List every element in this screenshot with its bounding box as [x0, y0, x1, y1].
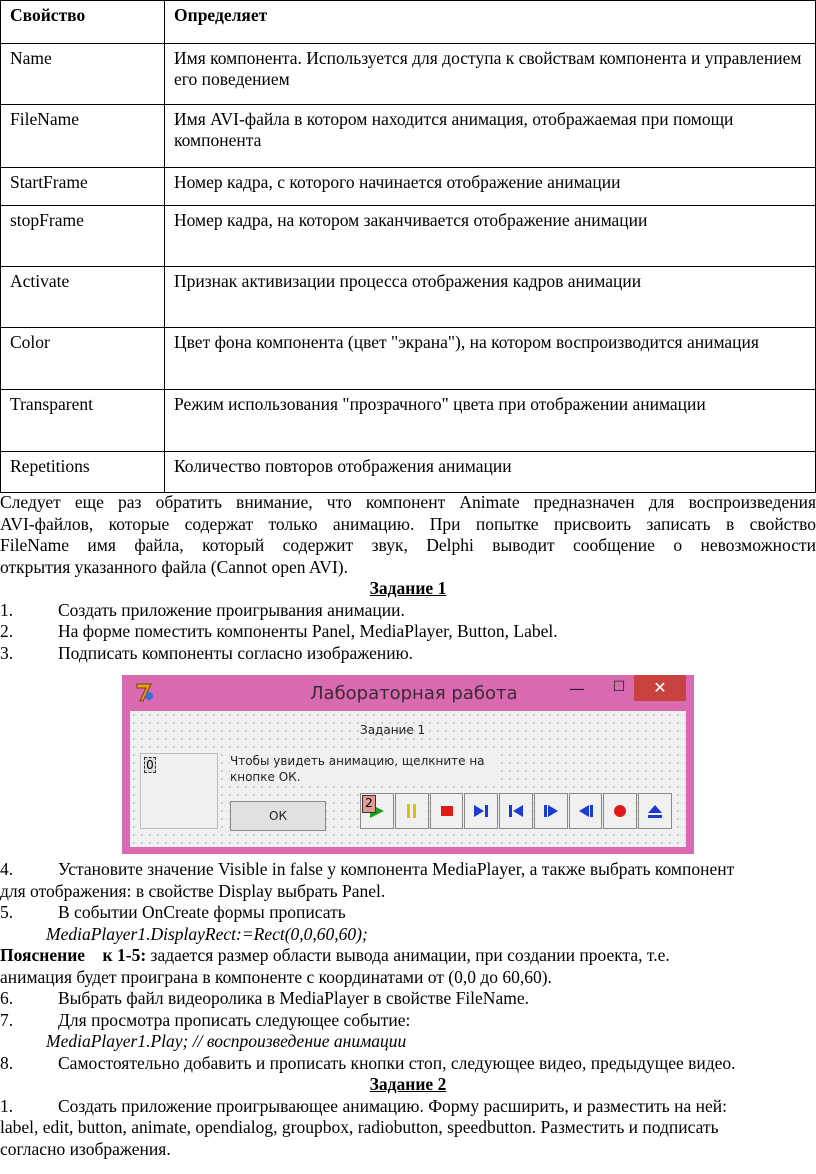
note-text: задается размер области вывода анимации, при создании проекта, т.е. — [146, 945, 670, 965]
window-titlebar — [122, 675, 694, 711]
delphi-app-icon — [135, 681, 155, 703]
property-description: Номер кадра, с которого начинается отображение анимации — [165, 168, 816, 206]
stop-button[interactable] — [430, 793, 464, 829]
step-icon — [541, 802, 561, 820]
record-button[interactable] — [603, 793, 637, 829]
property-description: Режим использования "прозрачного" цвета при отображении анимации — [165, 390, 816, 452]
task2-heading: Задание 2 — [369, 1074, 447, 1094]
list-item — [0, 902, 816, 924]
list-text-continued: label, edit, button, animate, opendialog, groupbox, radiobutton, speedbutton. Разместить и подписать — [0, 1117, 719, 1137]
table-row — [1, 452, 816, 493]
app-window-screenshot — [122, 675, 694, 854]
form-client-area — [130, 711, 686, 847]
list-text: В событии OnCreate формы прописать — [58, 902, 346, 922]
intro-line: Следует еще раз обратить внимание, что компонент Animate предназначен для воспроизведения — [0, 492, 816, 512]
properties-table — [0, 0, 816, 493]
list-text: Подписать компоненты согласно изображению. — [58, 642, 414, 663]
list-text: Создать приложение проигрывания анимации. — [58, 599, 405, 620]
property-description: Номер кадра, на котором заканчивается отображение анимации — [165, 206, 816, 267]
intro-line: AVI-файлов, которые содержат только анимацию. При попытке присвоить записать в свойство — [0, 513, 816, 534]
code-line: MediaPlayer1.DisplayRect:=Rect(0,0,60,60); — [46, 923, 368, 944]
intro-line: FileName имя файла, который содержит звук, Delphi выводит сообщение о невозможности — [0, 535, 816, 555]
table-row — [1, 168, 816, 206]
instruction-label: Чтобы увидеть анимацию, щелкните на кнопке ОК. — [230, 753, 500, 785]
pause-icon — [402, 802, 422, 820]
property-name: StartFrame — [1, 168, 165, 206]
property-name: Repetitions — [1, 452, 165, 493]
list-item — [0, 621, 816, 643]
list-item — [0, 1053, 816, 1075]
list-text: На форме поместить компоненты Panel, MediaPlayer, Button, Label. — [58, 621, 558, 641]
maximize-button[interactable]: ☐ — [612, 679, 626, 695]
note-label: Пояснение к 1-5: — [0, 945, 147, 965]
window-title: Лабораторная работа — [310, 683, 518, 704]
list-text: Самостоятельно добавить и прописать кнопки стоп, следующее видео, предыдущее видео. — [58, 1052, 736, 1073]
prev-button[interactable] — [499, 793, 533, 829]
close-button[interactable]: ✕ — [634, 675, 686, 701]
list-item — [0, 988, 816, 1010]
list-number: 3. — [0, 642, 14, 663]
list-number: 8. — [0, 1052, 14, 1073]
property-name: Activate — [1, 267, 165, 328]
eject-button[interactable] — [638, 793, 672, 829]
list-text: Для просмотра прописать следующее событие: — [58, 1009, 411, 1030]
property-name: Transparent — [1, 390, 165, 452]
list-number: 7. — [0, 1009, 14, 1030]
list-item — [0, 600, 816, 622]
list-number: 1. — [0, 599, 14, 620]
property-description: Признак активизации процесса отображения кадров анимации — [165, 267, 816, 328]
list-text-continued: для отображения: в свойстве Display выбрать Panel. — [0, 880, 386, 901]
property-name: FileName — [1, 105, 165, 168]
property-description: Количество повторов отображения анимации — [165, 452, 816, 493]
prev-icon — [506, 802, 526, 820]
list-number: 4. — [0, 859, 14, 879]
note-continued: анимация будет проиграна в компоненте с координатами от (0,0 до 60,60). — [0, 966, 552, 987]
property-description: Цвет фона компонента (цвет "экрана"), на котором воспроизводится анимация — [165, 328, 816, 390]
media-player — [360, 793, 673, 829]
table-row — [1, 267, 816, 328]
panel-caption: Задание 1 — [360, 723, 426, 737]
ok-button-label: ОК — [269, 809, 287, 823]
table-row — [1, 390, 816, 452]
note — [0, 945, 816, 967]
property-name: stopFrame — [1, 206, 165, 267]
back-button[interactable] — [569, 793, 603, 829]
player-marker: 2 — [362, 795, 376, 813]
table-header-row — [1, 1, 816, 44]
list-text-continued: согласно изображения. — [0, 1138, 171, 1159]
table-row — [1, 105, 816, 168]
list-item — [0, 643, 816, 665]
ok-button[interactable] — [230, 801, 326, 831]
list-item — [0, 1096, 816, 1118]
list-text: Установите значение Visible in false у компонента MediaPlayer, а также выбрать компонент — [58, 859, 735, 879]
header-cell: Свойство — [1, 1, 165, 44]
next-icon — [471, 802, 491, 820]
minimize-button[interactable]: — — [569, 679, 585, 698]
intro-line: открытия указанного файла (Cannot open AVI). — [0, 556, 348, 577]
list-number: 1. — [0, 1095, 14, 1116]
pause-button[interactable] — [395, 793, 429, 829]
table-row — [1, 206, 816, 267]
eject-icon — [645, 802, 665, 820]
next-button[interactable] — [464, 793, 498, 829]
property-name: Name — [1, 44, 165, 105]
table-row — [1, 44, 816, 105]
code-line: MediaPlayer1.Play; // воспроизведение анимации — [46, 1031, 407, 1051]
stop-icon — [437, 802, 457, 820]
list-number: 5. — [0, 902, 14, 922]
header-cell: Определяет — [165, 1, 816, 44]
record-icon — [610, 802, 630, 820]
back-icon — [576, 802, 596, 820]
list-number: 6. — [0, 988, 14, 1008]
step-button[interactable] — [534, 793, 568, 829]
task1-heading: Задание 1 — [369, 578, 447, 598]
list-item — [0, 1010, 816, 1032]
property-description: Имя AVI-файла в котором находится анимация, отображаемая при помощи компонента — [165, 105, 816, 168]
list-text: Выбрать файл видеоролика в MediaPlayer в свойстве FileName. — [58, 988, 529, 1008]
list-number: 2. — [0, 621, 14, 641]
property-description: Имя компонента. Используется для доступа к свойствам компонента и управлением его поведением — [165, 44, 816, 105]
list-text: Создать приложение проигрывающее анимацию. Форму расширить, и разместить на ней: — [58, 1095, 727, 1116]
list-item — [0, 859, 816, 881]
display-marker: 0 — [144, 757, 156, 773]
property-name: Color — [1, 328, 165, 390]
table-row — [1, 328, 816, 390]
